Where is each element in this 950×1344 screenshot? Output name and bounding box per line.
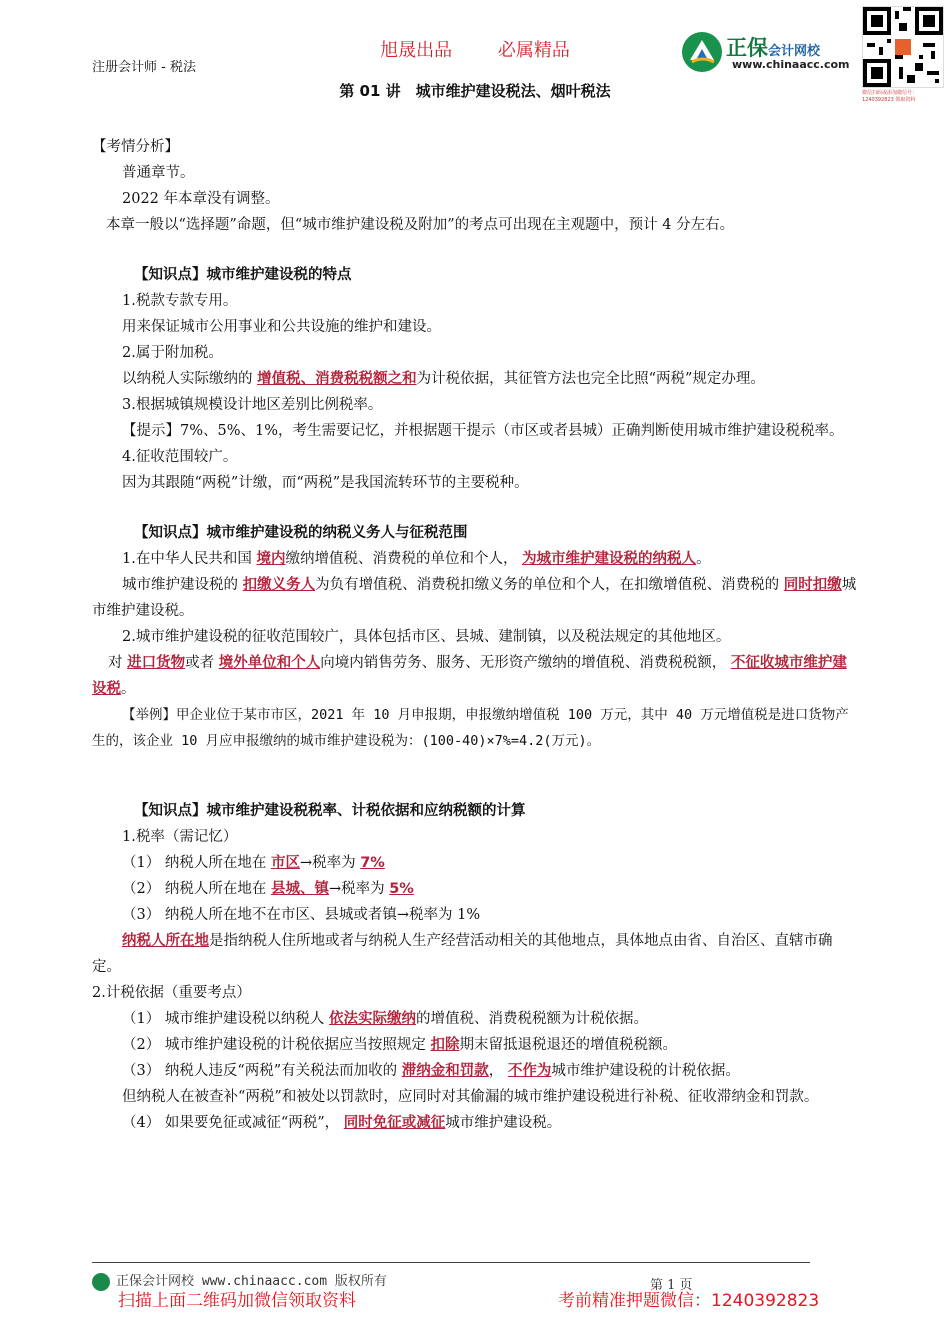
highlight: 7% bbox=[360, 855, 385, 871]
highlight: 境外单位和个人 bbox=[218, 655, 321, 671]
paragraph: 普通章节。 bbox=[122, 165, 195, 181]
highlight: 同时扣缴 bbox=[783, 577, 842, 593]
qr-note: 微信扫码或添加微信号：1240392823 领取资料 bbox=[862, 90, 918, 103]
example: 【举例】甲企业位于某市市区，2021 年 10 月申报期，申报缴纳增值税 100 万元，其中 40 万元增值税是进口货物产生的，该企业 10 月应申报缴纳的城市维护建设税为：(100-40)×7%=4.2(万元)。 bbox=[92, 707, 849, 749]
highlight: 境内 bbox=[256, 551, 286, 567]
header-course: 注册会计师 - 税法 bbox=[92, 60, 196, 75]
highlight: 进口货物 bbox=[127, 655, 186, 671]
highlight: 扣缴义务人 bbox=[242, 577, 316, 593]
highlight: 不作为 bbox=[507, 1063, 552, 1079]
paragraph: 用来保证城市公用事业和公共设施的维护和建设。 bbox=[122, 319, 441, 335]
rate-item: （2） 纳税人所在地在 县城、镇→税率为 5% bbox=[122, 881, 414, 897]
logo-icon bbox=[92, 1273, 110, 1291]
paragraph: 1.税款专款专用。 bbox=[122, 293, 238, 309]
highlight: 扣除 bbox=[430, 1037, 460, 1053]
logo-icon bbox=[680, 30, 724, 74]
highlight: 纳税人所在地 bbox=[122, 933, 209, 949]
chinaacc-logo bbox=[680, 30, 860, 76]
paragraph: 1.在中华人民共和国 境内缴纳增值税、消费税的单位和个人， 为城市维护建设税的纳税人。 bbox=[122, 551, 711, 567]
highlight: 依法实际缴纳 bbox=[328, 1011, 416, 1027]
basis-item: （2） 城市维护建设税的计税依据应当按照规定 扣除期末留抵退税退还的增值税税额。 bbox=[122, 1037, 677, 1053]
paragraph: 因为其跟随“两税”计缴，而“两税”是我国流转环节的主要税种。 bbox=[122, 475, 529, 491]
footer-promo-right: 考前精准押题微信：1240392823 bbox=[558, 1291, 820, 1311]
knowledge-point-heading: 【知识点】城市维护建设税的纳税义务人与征税范围 bbox=[134, 525, 468, 541]
logo-name: 正保会计网校 bbox=[726, 36, 821, 60]
paragraph: 但纳税人在被查补“两税”和被处以罚款时，应同时对其偷漏的城市维护建设税进行补税、征收滞纳金和罚款。 bbox=[122, 1089, 819, 1105]
paragraph: 2.计税依据（重要考点） bbox=[92, 985, 251, 1001]
highlight: 增值税、消费税税额之和 bbox=[257, 371, 417, 387]
highlight: 县城、镇 bbox=[270, 881, 329, 897]
paragraph: 纳税人所在地是指纳税人住所地或者与纳税人生产经营活动相关的其他地点，具体地点由省、自治区、直辖市确定。 bbox=[92, 933, 833, 975]
paragraph: 本章一般以“选择题”命题，但“城市维护建设税及附加”的考点可出现在主观题中，预计 4 分左右。 bbox=[106, 217, 735, 233]
paragraph: 城市维护建设税的 扣缴义务人为负有增值税、消费税扣缴义务的单位和个人，在扣缴增值税、消费税的 同时扣缴城市维护建设税。 bbox=[92, 577, 857, 619]
footer-divider bbox=[92, 1262, 810, 1263]
paragraph: 对 进口货物或者 境外单位和个人向境内销售劳务、服务、无形资产缴纳的增值税、消费税税额， 不征收城市维护建设税。 bbox=[92, 655, 847, 697]
basis-item: （4） 如果要免征或减征“两税”， 同时免征或减征城市维护建设税。 bbox=[122, 1115, 562, 1131]
basis-item: （3） 纳税人违反“两税”有关税法而加收的 滞纳金和罚款， 不作为城市维护建设税的计税依据。 bbox=[122, 1063, 740, 1079]
highlight: 不征收城市维护建设税 bbox=[92, 655, 847, 697]
paragraph: 以纳税人实际缴纳的 增值税、消费税税额之和为计税依据，其征管方法也完全比照“两税”规定办理。 bbox=[122, 371, 765, 387]
knowledge-point-heading: 【知识点】城市维护建设税的特点 bbox=[134, 267, 352, 283]
rate-item: （1） 纳税人所在地在 市区→税率为 7% bbox=[122, 855, 385, 871]
exam-analysis-heading: 【考情分析】 bbox=[92, 139, 179, 155]
qr-code bbox=[862, 6, 944, 88]
highlight: 5% bbox=[389, 881, 414, 897]
highlight: 滞纳金和罚款 bbox=[401, 1063, 489, 1079]
page-number: 第 1 页 bbox=[650, 1278, 693, 1293]
highlight: 市区 bbox=[270, 855, 300, 871]
tip: 【提示】7%、5%、1%，考生需要记忆，并根据题干提示（市区或者县城）正确判断使用城市维护建设税税率。 bbox=[122, 423, 844, 439]
highlight: 同时免征或减征 bbox=[343, 1115, 446, 1131]
paragraph: 4.征收范围较广。 bbox=[122, 449, 238, 465]
paragraph: 2.属于附加税。 bbox=[122, 345, 223, 361]
document-body bbox=[92, 134, 860, 1136]
slogan-b: 必属精品 bbox=[497, 40, 570, 61]
slogan-a: 旭晟出品 bbox=[380, 40, 453, 61]
page-title: 第 01 讲 城市维护建设税法、烟叶税法 bbox=[339, 82, 611, 100]
basis-item: （1） 城市维护建设税以纳税人 依法实际缴纳的增值税、消费税税额为计税依据。 bbox=[122, 1011, 648, 1027]
paragraph: 2.城市维护建设税的征收范围较广，具体包括市区、县城、建制镇，以及税法规定的其他地区。 bbox=[122, 629, 731, 645]
knowledge-point-heading: 【知识点】城市维护建设税税率、计税依据和应纳税额的计算 bbox=[134, 803, 526, 819]
paragraph: 1.税率（需记忆） bbox=[122, 829, 238, 845]
footer-copyright: 正保会计网校 www.chinaacc.com 版权所有 bbox=[92, 1270, 387, 1291]
footer-promo-left: 扫描上面二维码加微信领取资料 bbox=[118, 1291, 356, 1311]
paragraph: 3.根据城镇规模设计地区差别比例税率。 bbox=[122, 397, 383, 413]
logo-url: www.chinaacc.com bbox=[732, 58, 850, 71]
highlight: 为城市维护建设税的纳税人 bbox=[522, 551, 697, 567]
paragraph: 2022 年本章没有调整。 bbox=[122, 191, 280, 207]
rate-item: （3） 纳税人所在地不在市区、县城或者镇→税率为 1% bbox=[122, 907, 481, 923]
